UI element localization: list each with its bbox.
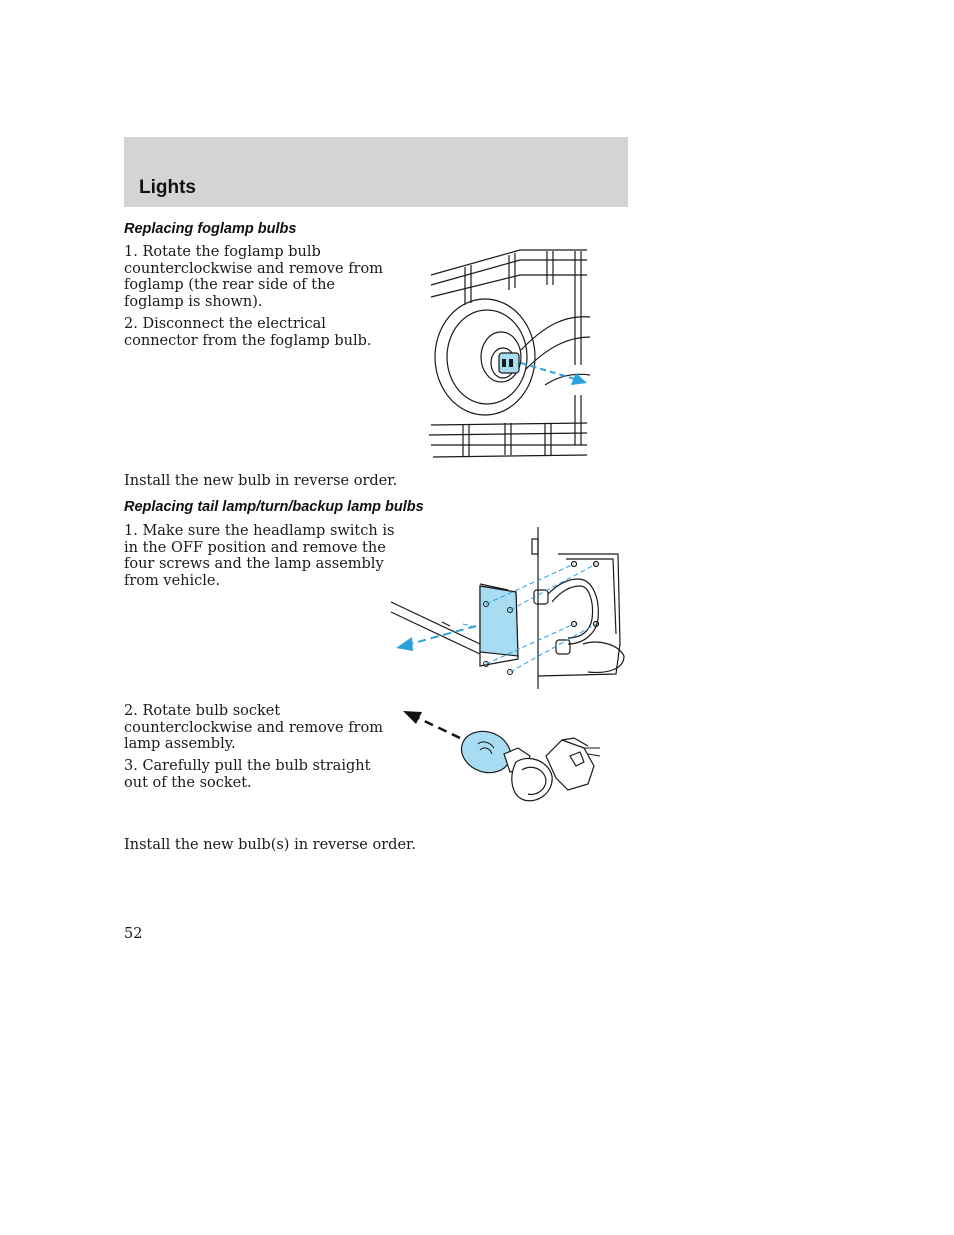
section-title: Lights — [139, 177, 196, 198]
foglamp-install-note: Install the new bulb in reverse order. — [124, 473, 398, 489]
tail-lamp-assembly-illustration — [388, 524, 630, 694]
section-header-band — [124, 137, 628, 207]
heading-tail-lamp: Replacing tail lamp/turn/backup lamp bulbs — [124, 499, 424, 515]
foglamp-illustration — [425, 245, 590, 463]
bulb-socket-illustration — [398, 704, 603, 816]
foglamp-step-1: 1. Rotate the foglamp bulb counterclockwise and remove from foglamp (the rear side of the foglamp is shown). — [124, 244, 383, 310]
tail-lamp-step-2: 2. Rotate bulb socket counterclockwise and remove from lamp assembly. — [124, 703, 383, 752]
foglamp-step-2: 2. Disconnect the electrical connector from the foglamp bulb. — [124, 316, 372, 349]
tail-lamp-step-3: 3. Carefully pull the bulb straight out of the socket. — [124, 758, 371, 791]
heading-foglamp: Replacing foglamp bulbs — [124, 221, 297, 237]
page-number: 52 — [124, 926, 143, 942]
tail-lamp-install-note: Install the new bulb(s) in reverse order. — [124, 837, 416, 853]
tail-lamp-step-1: 1. Make sure the headlamp switch is in the OFF position and remove the four screws and the lamp assembly from vehicle. — [124, 523, 395, 589]
